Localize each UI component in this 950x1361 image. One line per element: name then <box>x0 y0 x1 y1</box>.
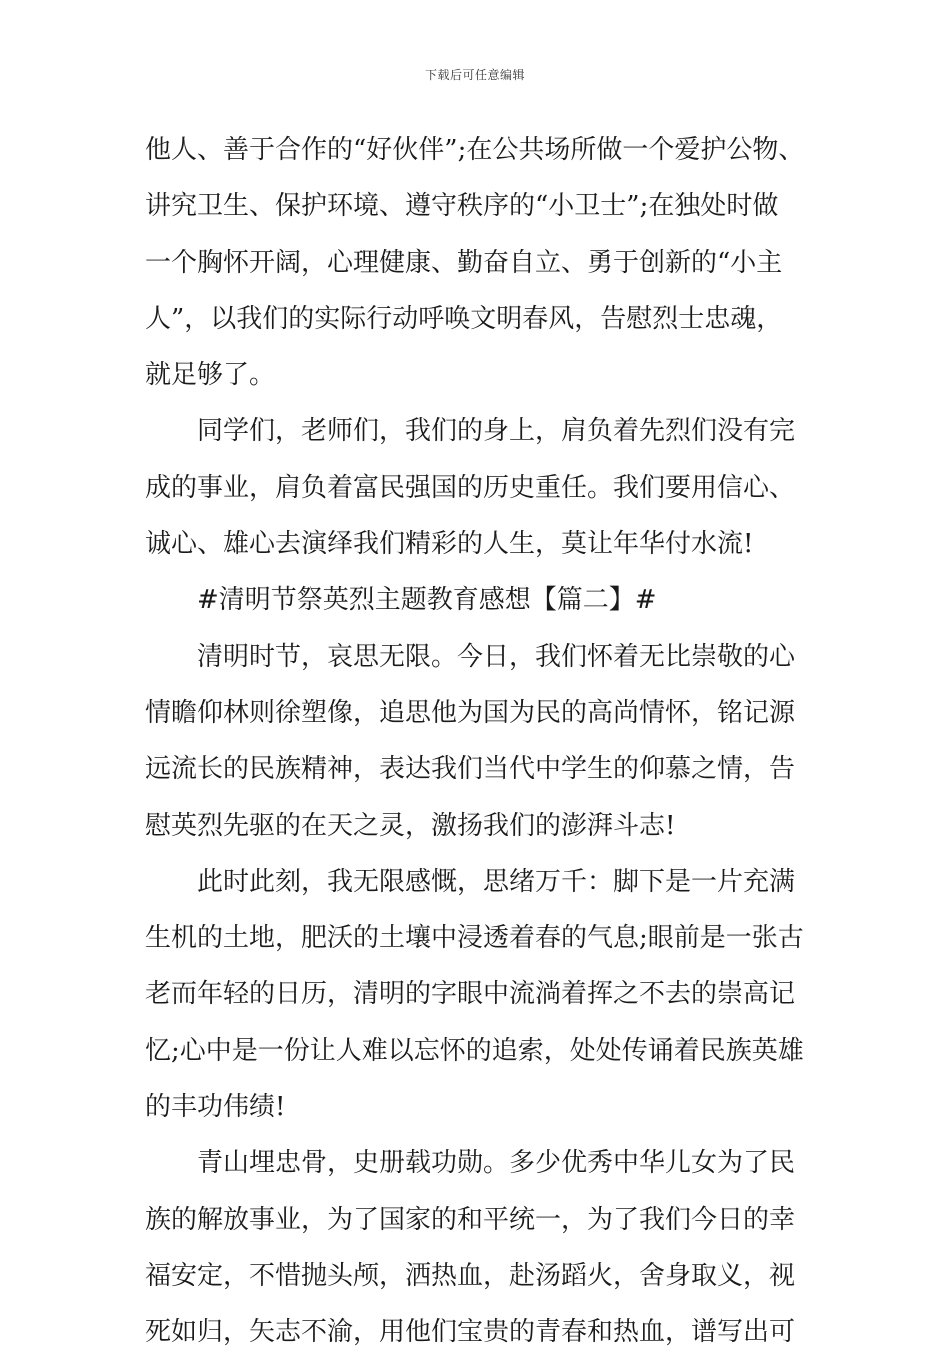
text-line: 青山埋忠骨，史册载功勋。多少优秀中华儿女为了民 <box>197 1148 796 1179</box>
text-line: 族的解放事业，为了国家的和平统一，为了我们今日的幸 <box>145 1204 796 1235</box>
text-line: 成的事业，肩负着富民强国的历史重任。我们要用信心、 <box>145 472 796 503</box>
text-line: 此时此刻，我无限感慨，思绪万千：脚下是一片充满 <box>197 866 796 897</box>
section-heading: #清明节祭英烈主题教育感想【篇二】# <box>197 585 657 616</box>
text-line: 远流长的民族精神，表达我们当代中学生的仰慕之情，告 <box>145 754 796 785</box>
text-line: 老而年轻的日历，清明的字眼中流淌着挥之不去的崇高记 <box>145 979 796 1010</box>
text-line: 讲究卫生、保护环境、遵守秩序的“小卫士”;在独处时做 <box>145 191 779 222</box>
text-line: 同学们，老师们，我们的身上，肩负着先烈们没有完 <box>197 416 796 447</box>
text-line: 福安定，不惜抛头颅，洒热血，赴汤蹈火，舍身取义，视 <box>145 1260 796 1291</box>
text-line: 一个胸怀开阔，心理健康、勤奋自立、勇于创新的“小主 <box>145 247 783 278</box>
text-line: 就足够了。 <box>145 360 276 391</box>
text-line: 情瞻仰林则徐塑像，追思他为国为民的高尚情怀，铭记源 <box>145 697 796 728</box>
page-header-note: 下载后可任意编辑 <box>424 68 525 82</box>
text-line: 诚心、雄心去演绎我们精彩的人生，莫让年华付水流! <box>145 529 754 560</box>
text-line: 死如归，矢志不渝，用他们宝贵的青春和热血，谱写出可 <box>145 1317 796 1348</box>
text-line: 他人、善于合作的“好伙伴”;在公共场所做一个爱护公物、 <box>145 135 805 165</box>
text-line: 忆;心中是一份让人难以忘怀的追索，处处传诵着民族英雄 <box>145 1035 804 1066</box>
document-body <box>145 122 807 1361</box>
text-line: 慰英烈先驱的在天之灵，激扬我们的澎湃斗志! <box>145 810 676 841</box>
text-line: 清明时节，哀思无限。今日，我们怀着无比崇敬的心 <box>197 641 796 672</box>
text-line: 生机的土地，肥沃的土壤中浸透着春的气息;眼前是一张古 <box>145 923 804 954</box>
text-line: 人”，以我们的实际行动呼唤文明春风，告慰烈士忠魂， <box>145 303 783 334</box>
text-line: 的丰功伟绩! <box>145 1092 286 1123</box>
